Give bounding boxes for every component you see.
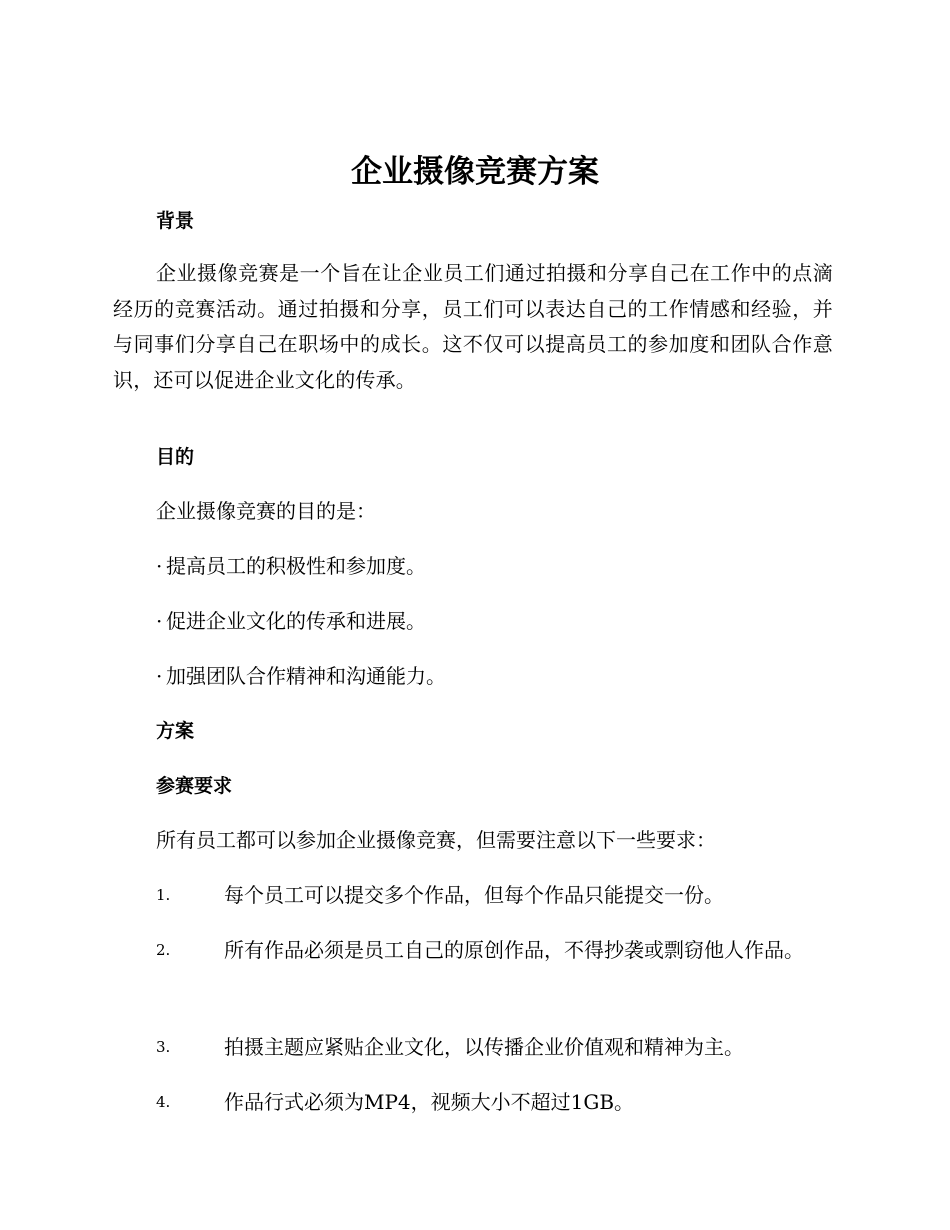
requirements-intro: 所有员工都可以参加企业摄像竞赛，但需要注意以下一些要求：: [156, 828, 716, 852]
bullet-dot: ·: [156, 664, 163, 688]
bullet-item: [156, 661, 446, 691]
background-paragraph: 企业摄像竞赛是一个旨在让企业员工们通过拍摄和分享自己在工作中的点滴经历的竞赛活动。通过拍摄和分享，员工们可以表达自己的工作情感和经验，并与同事们分享自己在职场中的成长。这不仅可以提高员工的参加度和团队合作意识，还可以促进企业文化的传承。: [113, 261, 833, 392]
subheading-requirements: 参赛要求: [156, 775, 233, 797]
section-heading-plan: 方案: [156, 720, 195, 742]
numbered-item: [113, 873, 833, 917]
numbered-item: [113, 928, 833, 972]
numbered-item: [113, 1080, 833, 1124]
item-text: 每个员工可以提交多个作品，但每个作品只能提交一份。: [224, 883, 724, 907]
item-number: 4.: [156, 1093, 171, 1111]
bullet-dot: ·: [156, 554, 163, 578]
item-number: 3.: [156, 1038, 171, 1056]
numbered-item: [113, 1025, 833, 1069]
section-heading-background: 背景: [156, 210, 195, 232]
document-title: 企业摄像竞赛方案: [351, 154, 599, 190]
purpose-intro: 企业摄像竞赛的目的是：: [156, 499, 376, 523]
item-text: 拍摄主题应紧贴企业文化，以传播企业价值观和精神为主。: [224, 1035, 744, 1059]
bullet-item: [156, 606, 426, 636]
item-number: 2.: [156, 941, 171, 959]
bullet-text: 促进企业文化的传承和进展。: [166, 609, 426, 633]
bullet-dot: ·: [156, 609, 163, 633]
item-number: 1.: [156, 886, 171, 904]
item-text: 所有作品必须是员工自己的原创作品，不得抄袭或剽窃他人作品。: [224, 938, 804, 962]
bullet-text: 提高员工的积极性和参加度。: [166, 554, 426, 578]
bullet-item: [156, 551, 426, 581]
bullet-text: 加强团队合作精神和沟通能力。: [166, 664, 446, 688]
section-heading-purpose: 目的: [156, 446, 195, 468]
item-text: 作品行式必须为MP4，视频大小不超过1GB。: [224, 1090, 635, 1114]
